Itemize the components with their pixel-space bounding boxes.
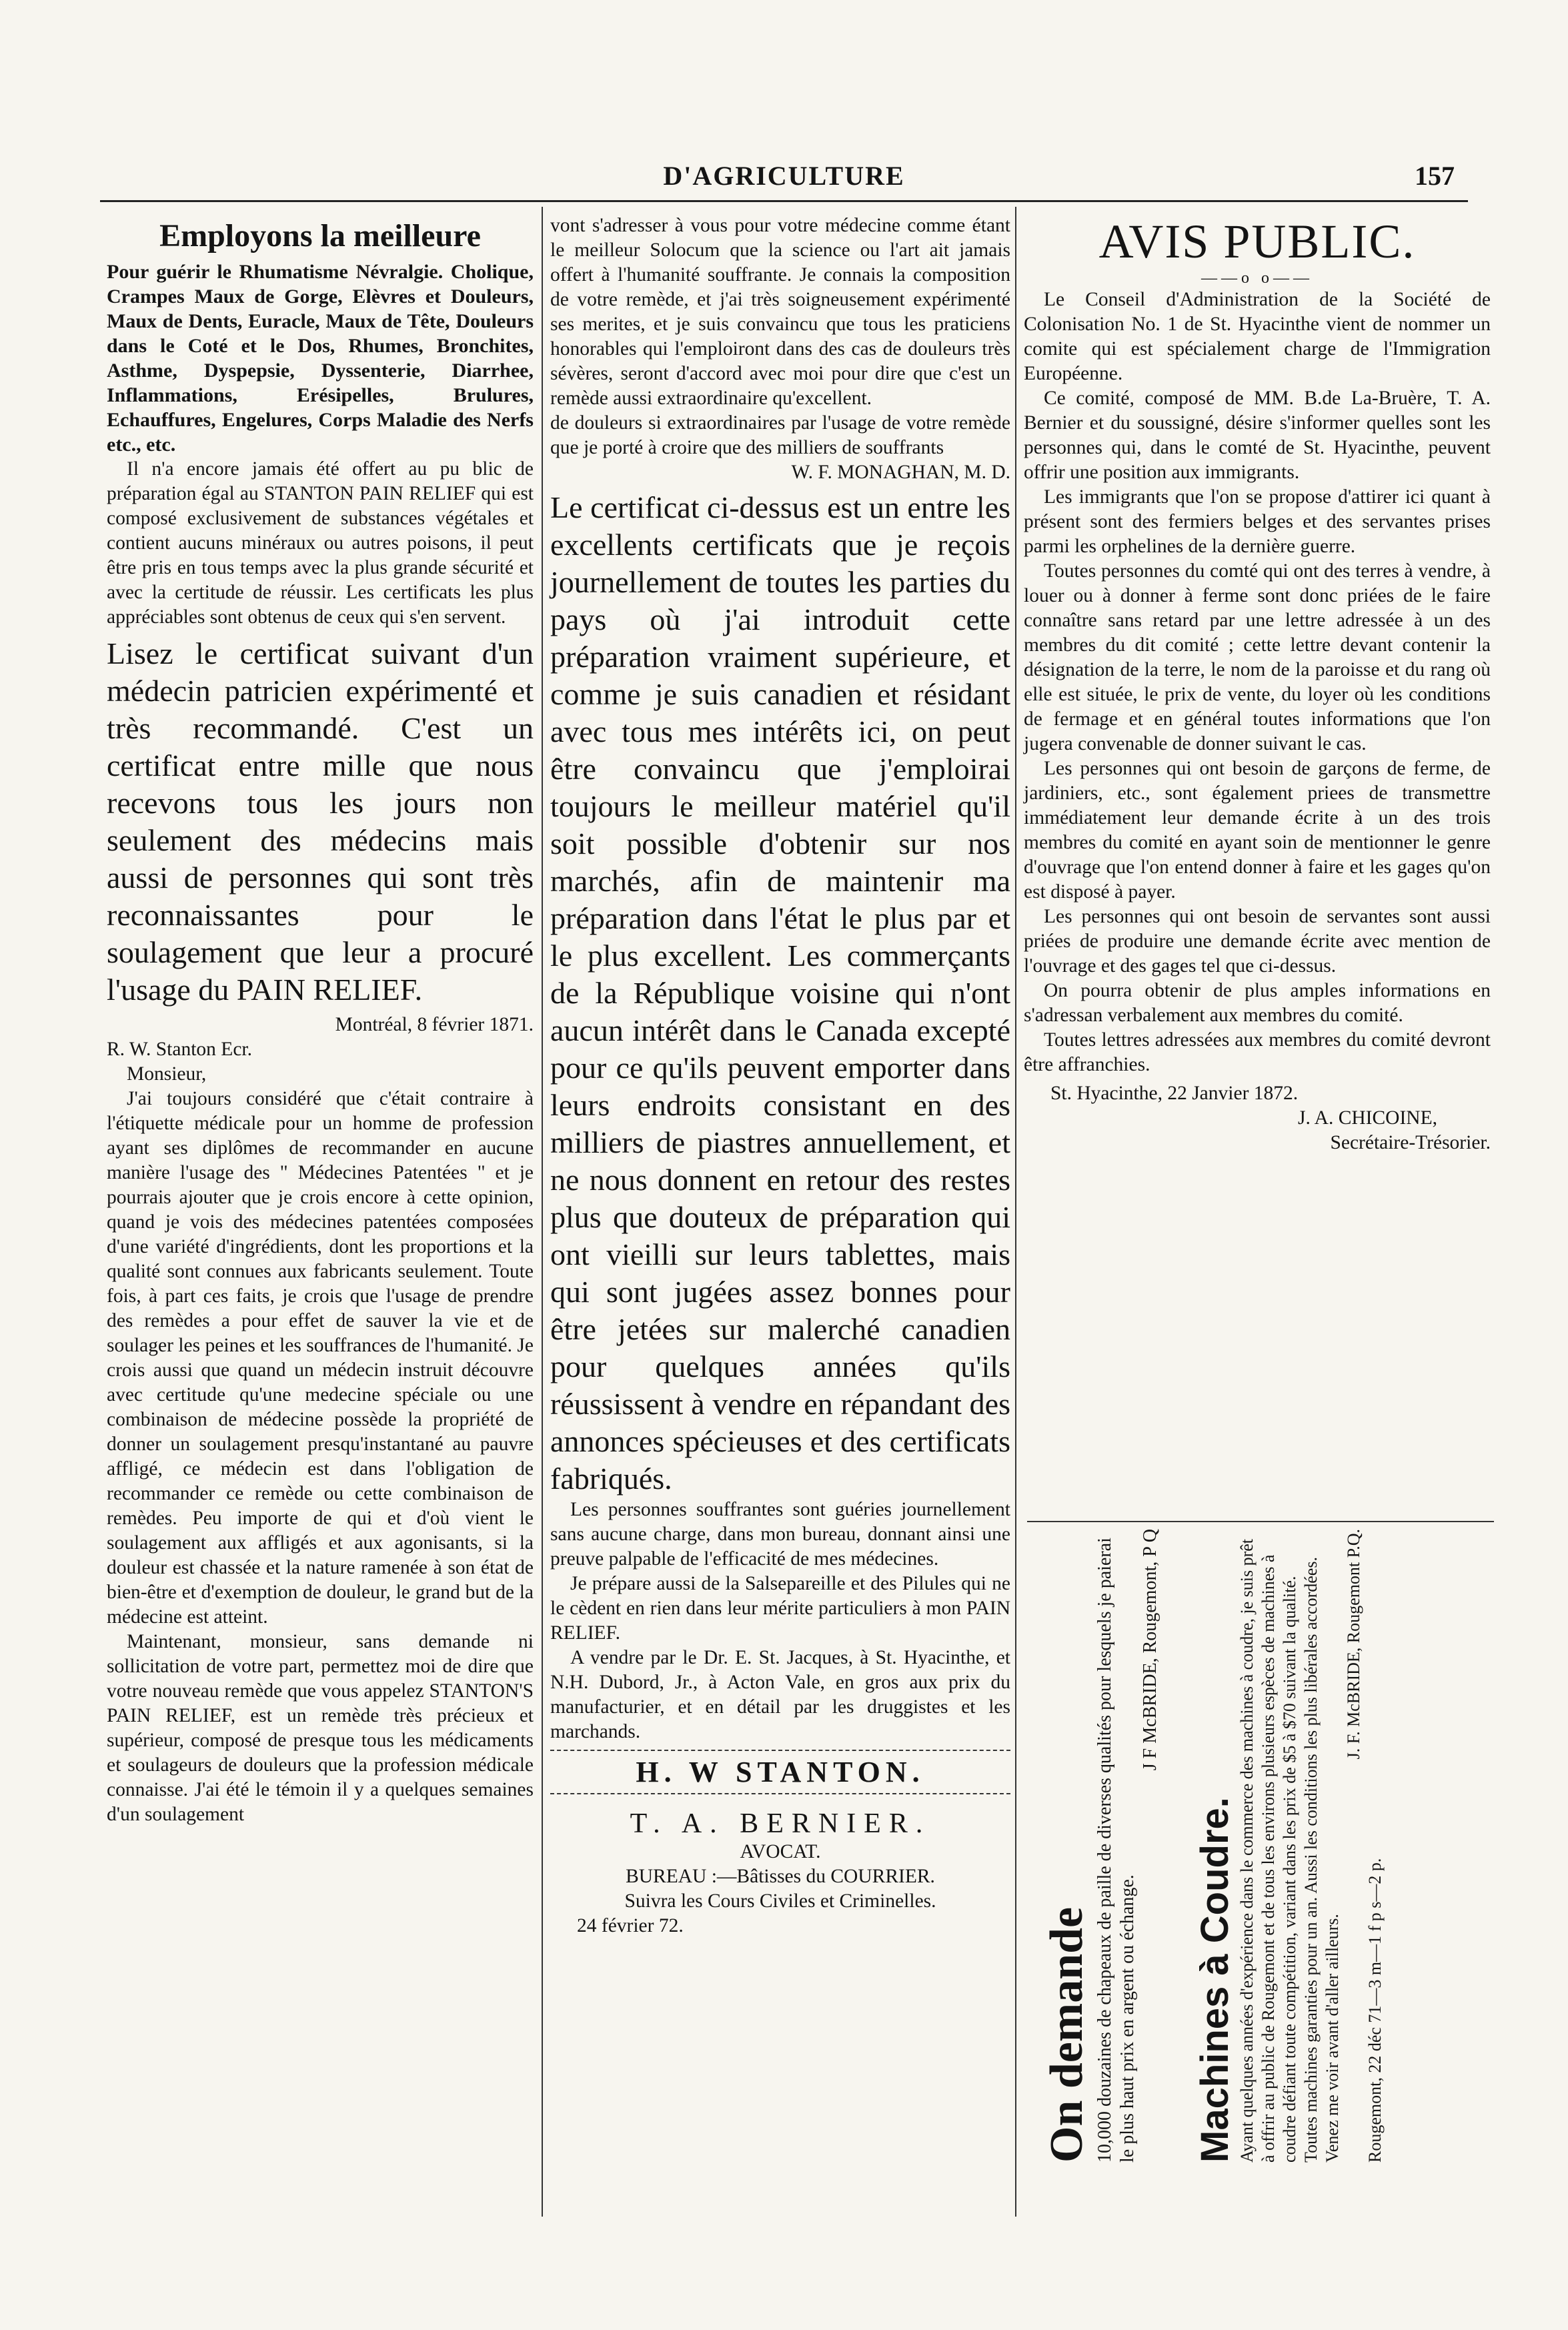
column-middle bbox=[550, 213, 1010, 1938]
notice-paragraph-6: Les personnes qui ont besoin de servantes sont aussi priées de produire une demande écrite avec mention de l'ouvrage et des gages tel que ci-dessus. bbox=[1024, 906, 1491, 977]
letter-fragment: de douleurs si extraordinaires par l'usage de votre remède que je porté à croire que des milliers de souffrants bbox=[550, 412, 1010, 458]
notice-signer: J. A. CHICOINE, bbox=[1298, 1107, 1437, 1129]
letter-salutation: Monsieur, bbox=[127, 1063, 207, 1085]
letter-continued: vont s'adresser à vous pour votre médecine comme étant le meilleur Solocum que la science ou l'art ait jamais offert à l'humanité souffrante. Je connais la composition de votre remède, et j'ai très soigneusement expérimenté ses merites, et je suis convaincu que tous les praticiens honorables qui l'emploiront dans des cas de douleurs très sévères, seront d'accord avec moi pour dire que c'est un remède aussi extraordinaire qu'excellent. bbox=[550, 215, 1010, 409]
sales-agents-paragraph: A vendre par le Dr. E. St. Jacques, à St. Hyacinthe, et N.H. Dubord, Jr., à Acton Vale, en gros aux prix du manufacturier, et en détail par les druggistes et les marchands. bbox=[550, 1647, 1010, 1742]
bernier-title: AVOCAT. bbox=[740, 1841, 821, 1862]
certificate-callout: Lisez le certificat suivant d'un médecin patricien expérimenté et très recommandé. C'est un certificat entre mille que nous recevons tous les jours non seulement des médecins mais aussi de personnes qui sont très reconnaissantes pour le soulagement que leur a procuré l'usage du PAIN RELIEF. bbox=[107, 636, 534, 1007]
notice-place-date: St. Hyacinthe, 22 Janvier 1872. bbox=[1050, 1083, 1299, 1104]
running-title: D'AGRICULTURE bbox=[663, 161, 905, 191]
letter-body-2: Maintenant, monsieur, sans demande ni sollicitation de votre part, permettez moi de dire que votre nouveau remède que vous appelez STANTON'S PAIN RELIEF, est un remède très précieux et supérieur, composé de presque tous les médicaments et soulageurs de douleurs que la profession médicale connaisse. J'ai été le témoin il y a quelques semaines d'un soulagement bbox=[107, 1631, 534, 1825]
column-right bbox=[1024, 213, 1491, 1155]
bernier-date: 24 février 72. bbox=[577, 1915, 684, 1936]
notice-paragraph-1: Le Conseil d'Administration de la Société de Colonisation No. 1 de St. Hyacinthe vient de nommer un comite qui est spécialement charge de l'Immigration Européenne. bbox=[1024, 289, 1491, 384]
page-header bbox=[100, 160, 1468, 200]
letter-date: Montréal, 8 février 1871. bbox=[335, 1014, 534, 1035]
stanton-signature: H. W STANTON. bbox=[550, 1750, 1010, 1794]
straw-hat-ad bbox=[1040, 1529, 1162, 2163]
letter-signature: W. F. MONAGHAN, M. D. bbox=[791, 462, 1010, 483]
notice-paragraph-7: On pourra obtenir de plus amples informations en s'adressan verbalement aux membres du comité. bbox=[1024, 980, 1491, 1026]
sewing-machine-ad-heading: Machines à Coudre. bbox=[1193, 1797, 1237, 2163]
notice-paragraph-2: Ce comité, composé de MM. B.de La-Bruère, T. A. Bernier et du soussigné, désire s'informer quelles sont les personnes qui, dans le comté de St. Hyacinthe, peuvent offrir une position aux immigrants. bbox=[1024, 388, 1491, 483]
notice-paragraph-3: Les immigrants que l'on se propose d'attirer ici quant à présent sont des fermiers belges et des servantes prises parmi les orphelines de la dernière guerre. bbox=[1024, 486, 1491, 557]
letter-body-1: J'ai toujours considéré que c'était contraire à l'étiquette médicale pour un homme de profession ayant ses diplômes de recommander en aucune manière l'usage des " Médecines Patentées " et je pourrais ajouter que je crois encore à cette opinion, quand je vois des médecines patentées composées d'une variété d'ingrédients, dont les proportions et la qualité sont connues aux fabricants seulement. Toute fois, à part ces faits, je crois que l'usage de prendre des remèdes a pour effet de sauver la vie et de soulager les peines et les souffrances de l'humanité. Je crois aussi que quand un médecin instruit découvre avec certitude qu'une medecine spéciale ou une combinaison de médecine possède la propriété de donner un soulagement presqu'instantané au pauvre affligé, ce médecin est dans l'obligation de recommander ce remède ou cette combinaison de remèdes. Peu importe de qui et d'où vient le soulagement aux affligés et aux agonisants, si la douleur est chassée et la nature ramenée à son état de bien-être et d'exemption de douleur, le grand but de la médecine est atteint. bbox=[107, 1088, 534, 1628]
intro-paragraph: Il n'a encore jamais été offert au pu blic de préparation égal au STANTON PAIN RELIEF qui est composé exclusivement de substances végétales et contient aucuns minéraux ou autres poisons, il peut être pris en tous temps avec la plus grande sécurité et avec la certitude de réussir. Les certificats les plus appréciables sont obtenus de ceux qui s'en servent. bbox=[107, 458, 534, 628]
free-treatment-paragraph: Les personnes souffrantes sont guéries journellement sans aucune charge, dans mon bureau, donnant ainsi une preuve palpable de l'efficacité de mes médecines. bbox=[550, 1499, 1010, 1570]
notice-signer-title: Secrétaire-Trésorier. bbox=[1330, 1132, 1491, 1153]
stanton-statement: Le certificat ci-dessus est un entre les excellents certificats que je reçois journellement de toutes les parties du pays où j'ai introduit cette préparation vraiment supérieure, et comme je suis canadien et résidant avec tous mes intérêts ici, on peut être convaincu que j'emploirai toujours le meilleur matériel qu'il soit possible d'obtenir sur nos marchés, afin de maintenir ma préparation dans l'état le plus par et le plus excellent. Les commerçants de la République voisine qui n'ont aucun intérêt dans le Canada excepté pour ce qu'ils peuvent emporter dans leurs endroits consistant en des milliers de piastres annuellement, et ne nous donnent en retour des restes plus que douteux de préparation qui ont vieilli sur leurs tablettes, mais qui sont jugées assez bonnes pour être jetées sur malerché canadien pour quelques années qu'ils réussissent à vendre en répandant des annonces spécieuses et des certificats fabriqués. bbox=[550, 490, 1010, 1496]
sewing-machine-ad-body: Ayant quelques années d'expérience dans le commerce des machines à coudre, je suis prêt à offrir au public de Rougemont et de tous les environs plusieurs espèces de machines à coudre défiant toute compétition, variant dans les prix de $5 à $70 suivant la qualité. Toutes machines garanties pour un an. Aussi les conditions les plus libérales accordées. Venez me voir avant d'aller ailleurs. bbox=[1237, 1538, 1342, 2163]
column-left bbox=[107, 213, 534, 1827]
bernier-office: BUREAU :—Bâtisses du COURRIER. bbox=[626, 1866, 935, 1887]
sewing-machine-ad-signature: J. F. McBRIDE, Rougemont P.Q. bbox=[1344, 1529, 1363, 1760]
rotated-ads bbox=[1027, 1521, 1494, 2176]
notice-paragraph-8: Toutes lettres adressées aux membres du comité devront être affranchies. bbox=[1024, 1029, 1491, 1075]
sewing-machine-ad bbox=[1194, 1529, 1386, 2163]
column-rule-1 bbox=[542, 207, 543, 2217]
column-rule-2 bbox=[1015, 207, 1016, 2217]
other-products-paragraph: Je prépare aussi de la Salsepareille et des Pilules qui ne le cèdent en rien dans leur mérite particuliers à mon PAIN RELIEF. bbox=[550, 1573, 1010, 1644]
notice-paragraph-5: Les personnes qui ont besoin de garçons de ferme, de jardiniers, etc., sont également priees de transmettre immédiatement leur demande écrite à un des trois membres du comité en ayant soin de mentionner le genre d'ouvrage que l'on entend donner à faire et les gages qu'on est disposé à payer. bbox=[1024, 758, 1491, 903]
letter-addressee: R. W. Stanton Ecr. bbox=[107, 1039, 252, 1060]
header-rule bbox=[100, 200, 1468, 202]
page-number: 157 bbox=[1415, 161, 1455, 191]
ailments-list: Pour guérir le Rhumatisme Névralgie. Cholique, Crampes Maux de Gorge, Elèvres et Douleurs, Maux de Dents, Euracle, Maux de Tête, Douleurs dans le Coté et le Dos, Rhumes, Bronchites, Asthme, Dyspepsie, Dyssenterie, Diarrhee, Inflammations, Erésipelles, Brulures, Echauffures, Engelures, Corps Maladie des Nerfs etc., etc. bbox=[107, 261, 534, 456]
straw-hat-ad-body: 10,000 douzaines de chapeaux de paille de diverses qualités pour lesquels je paierai le plus haut prix en argent ou échange. bbox=[1094, 1538, 1138, 2163]
notice-paragraph-4: Toutes personnes du comté qui ont des terres à vendre, à louer ou à donner à ferme sont donc priées de le faire connaître sans retard par une lettre adressée à un des membres du dit comité ; cette lettre devant contenir la désignation de la terre, le nom de la paroisse et du rang où elle est située, le prix de vente, du loyer où les conditions de fermage et en général toutes informations que l'on jugera convenable de donner suivant le cas. bbox=[1024, 560, 1491, 754]
notice-title: AVIS PUBLIC. bbox=[1098, 215, 1416, 268]
sewing-machine-ad-reference: Rougemont, 22 déc 71—3 m—1 f p s—2 p. bbox=[1365, 1858, 1385, 2163]
straw-hat-ad-signature: J F McBRIDE, Rougemont, P Q bbox=[1140, 1529, 1160, 1771]
straw-hat-ad-heading: On demande bbox=[1041, 1906, 1092, 2163]
notice-ornament: ——o o—— bbox=[1201, 269, 1313, 287]
bernier-courts: Suivra les Cours Civiles et Criminelles. bbox=[624, 1890, 936, 1912]
ad-heading: Employons la meilleure bbox=[159, 218, 481, 253]
bernier-name: T. A. BERNIER. bbox=[630, 1808, 931, 1839]
